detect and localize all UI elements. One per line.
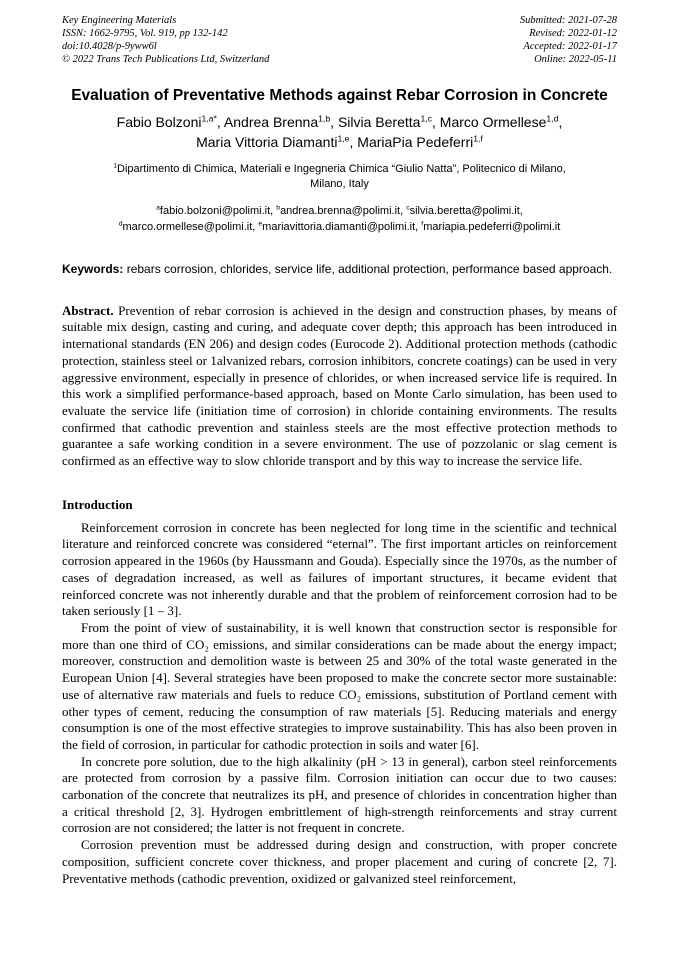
- email-list: [62, 204, 617, 236]
- copyright-line: © 2022 Trans Tech Publications Ltd, Switzerland: [62, 54, 270, 66]
- author-superscript: 1,d: [546, 112, 559, 123]
- author-separator: ,: [349, 133, 358, 150]
- author-name: Maria Vittoria Diamanti: [196, 133, 338, 150]
- accepted-date: Accepted: 2022-01-17: [523, 41, 617, 53]
- online-date: Online: 2022-05-11: [534, 54, 617, 66]
- keywords-paragraph: [62, 261, 617, 278]
- abstract-text: Prevention of rebar corrosion is achieved in the design and construction phases, by means of suitable mix design, casting and curing, and adequate cover depth; this approach has been introduced in international standards (EN 206) and design codes (Eurocode 2). Additional protection methods (cathodic protection, stainless steel or 1alvanized rebars, corrosion inhibitors, concrete coatings) can be used in very aggressive environment, especially in presence of chlorides, or when increased service life is required. In this work a simplified performance-based approach, based on Monte Carlo simulation, has been used to evaluate the service life (initiation time of corrosion) in chloride containing environments. The results confirmed that cathodic prevention and stainless steels are the most effective protection methods to guarantee a safe working condition in a severe environment. The use of pozzolanic or slag cement is confirmed as an effective way to slow chloride transport and by this way to increase the service life.: [62, 302, 617, 469]
- author-line-1: [62, 112, 617, 132]
- intro-paragraph-3: In concrete pore solution, due to the high alkalinity (pH > 13 in general), carbon steel reinforcements are protected from corrosion by a passive film. Corrosion initiation can occur due to two causes: carbonation of the concrete that neutralizes its pH, and presence of chlorides in concentration higher than a critical threshold [2, 3]. Hydrogen embrittlement of high-strength reinforcements and stray current corrosion are not considered; the latter is not frequent in concrete.: [62, 753, 617, 836]
- abstract-label: Abstract.: [62, 302, 114, 318]
- doi-line: doi:10.4028/p-9yww6l: [62, 41, 157, 53]
- author-name: Andrea Brenna: [223, 113, 319, 130]
- email-superscript: e: [258, 220, 263, 228]
- email-address: andrea.brenna@polimi.it,: [280, 204, 407, 217]
- author-superscript: 1,e: [337, 133, 350, 144]
- email-superscript: a: [156, 204, 160, 212]
- email-address: mariapia.pedeferri@polimi.it: [423, 220, 561, 233]
- author-separator: ,: [432, 113, 440, 130]
- email-line-1: [62, 204, 617, 220]
- page-header: [62, 14, 617, 67]
- author-line-2: [62, 132, 617, 152]
- journal-issn-line: ISSN: 1662-9795, Vol. 919, pp 132-142: [62, 28, 228, 40]
- affiliation: [62, 162, 617, 191]
- author-superscript: 1,f: [473, 133, 483, 144]
- author-name: Silvia Beretta: [337, 113, 421, 130]
- email-superscript: c: [406, 204, 410, 212]
- affiliation-line-1: [62, 162, 617, 176]
- abstract-paragraph: [62, 303, 617, 470]
- submission-dates: [520, 14, 617, 67]
- affiliation-superscript: 1: [113, 162, 118, 170]
- paper-title: Evaluation of Preventative Methods against Rebar Corrosion in Concrete: [71, 86, 608, 104]
- email-superscript: f: [421, 220, 424, 228]
- affiliation-text: Dipartimento di Chimica, Materiali e Ingegneria Chimica “Giulio Natta”, Politecnico di Milano,: [117, 163, 566, 176]
- keywords-label: Keywords:: [62, 261, 124, 276]
- email-address: fabio.bolzoni@polimi.it,: [159, 204, 277, 217]
- journal-info: [62, 14, 269, 67]
- intro-paragraph-1: Reinforcement corrosion in concrete has been neglected for long time in the scientific and technical literature and reinforced concrete was considered “eternal”. The first important articles on reinforcement corrosion appeared in the 1960s (by Haussmann and Gouda). Especially since the 1970s, as the number of cases of degradation increased, as well as failures of important structures, it became evident that reinforced concrete was not inherently durable and that the problem of reinforcement corrosion had to be taken seriously [1 – 3].: [62, 519, 617, 619]
- section-heading-introduction: Introduction: [62, 496, 133, 512]
- author-separator: ,: [216, 113, 224, 130]
- author-list: [62, 112, 617, 153]
- author-superscript: 1,c: [420, 112, 433, 123]
- affiliation-line-2: Milano, Italy: [310, 177, 369, 190]
- email-line-2: [62, 220, 617, 236]
- email-address: silvia.beretta@polimi.it,: [409, 204, 523, 217]
- intro-paragraph-2: From the point of view of sustainability, it is well known that construction sector is responsible for more than one third of CO₂ emissions, and similar considerations can be made about the energy impact; moreover, construction and demolition waste is between 25 and 30% of the total waste generated in the European Union [4]. Several strategies have been proposed to make the concrete sector more sustainable: use of alternative raw materials and fuels to reduce CO₂ emissions, substitution of Portland cement with other types of cement, reducing the consumption of raw materials [5]. Reducing materials and energy consumption is one of the most effective strategies to improve sustainability. This has also been proven in the field of corrosion, in particular for cathodic protection in soils and water [6].: [62, 619, 617, 752]
- author-name: Marco Ormellese: [439, 113, 547, 130]
- email-address: mariavittoria.diamanti@polimi.it,: [262, 220, 422, 233]
- author-separator: ,: [558, 113, 563, 130]
- submitted-date: Submitted: 2021-07-28: [519, 15, 617, 26]
- author-name: Fabio Bolzoni: [116, 113, 202, 130]
- author-separator: ,: [330, 113, 338, 130]
- intro-paragraph-4: Corrosion prevention must be addressed during design and construction, with proper concrete composition, sufficient concrete cover thickness, and proper placement and curing of concrete [2, 7]. Preventative methods (cathodic prevention, oxidized or galvanized steel reinforcement,: [62, 837, 617, 886]
- revised-date: Revised: 2022-01-12: [529, 28, 617, 40]
- author-superscript: 1,a*: [201, 112, 217, 123]
- email-address: marco.ormellese@polimi.it,: [122, 220, 259, 233]
- journal-name: Key Engineering Materials: [62, 15, 177, 26]
- author-name: MariaPia Pedeferri: [357, 133, 474, 150]
- email-superscript: d: [118, 220, 123, 228]
- author-superscript: 1,b: [318, 112, 331, 123]
- keywords-text: rebars corrosion, chlorides, service life, additional protection, performance based approach.: [123, 261, 613, 276]
- email-superscript: b: [276, 204, 281, 212]
